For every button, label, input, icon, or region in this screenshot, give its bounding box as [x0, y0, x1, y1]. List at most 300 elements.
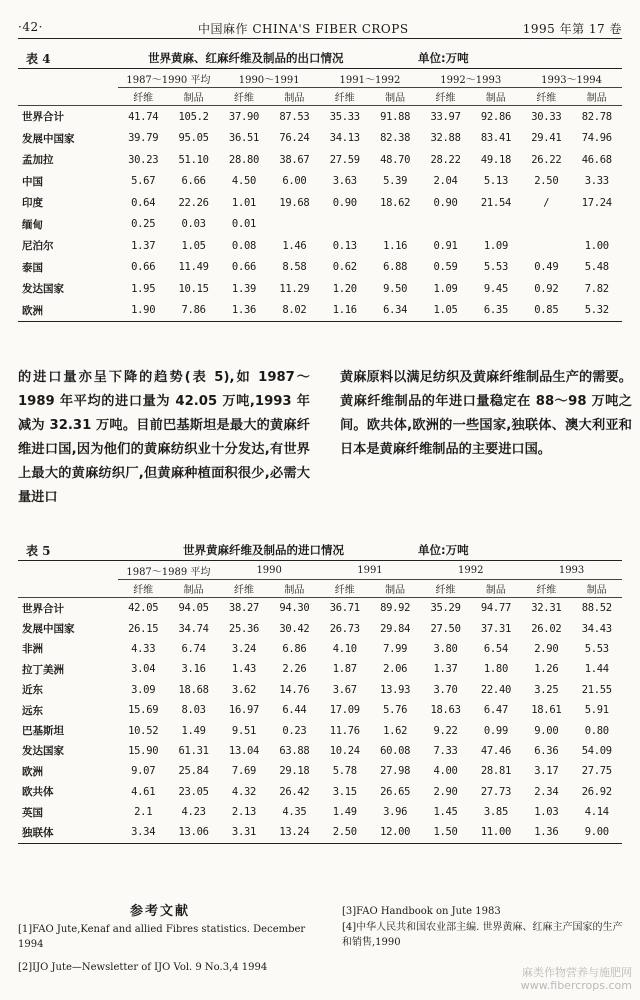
table-row — [18, 106, 622, 128]
table-cell: 60.08 — [380, 744, 411, 757]
table-cell: 5.78 — [332, 765, 357, 778]
table-cell: 27.75 — [581, 765, 612, 778]
table-cell: 9.51 — [231, 724, 257, 737]
column-subheader: 制品 — [269, 88, 319, 106]
table-cell: 26.22 — [531, 153, 562, 166]
table-cell: 82.78 — [581, 110, 612, 123]
table-cell: 15.69 — [128, 704, 159, 717]
table-row — [18, 802, 622, 822]
table-cell: 5.53 — [584, 642, 609, 655]
period-header: 1991 — [320, 561, 421, 580]
column-subheader: 制品 — [370, 580, 420, 598]
table-cell: 4.10 — [332, 642, 357, 655]
table-cell: 7.82 — [584, 282, 609, 295]
period-header: 1987～1989 平均 — [118, 561, 219, 580]
table-cell: 12.00 — [380, 826, 411, 839]
column-subheader: 制品 — [471, 580, 521, 598]
table-cell: 76.24 — [279, 132, 310, 145]
table-cell: 0.85 — [534, 304, 559, 317]
table-5-corner-sub — [18, 580, 118, 598]
table-cell: 4.50 — [231, 175, 257, 188]
table-cell — [572, 214, 622, 236]
table-cell: 3.80 — [433, 642, 458, 655]
table-5-title: 世界黄麻纤维及制品的进口情况 — [183, 543, 344, 557]
period-header: 1990 — [219, 561, 320, 580]
table-cell: 6.35 — [483, 304, 508, 317]
table-cell: 1.95 — [131, 282, 156, 295]
table-cell — [521, 214, 571, 236]
table-cell: 46.68 — [581, 153, 612, 166]
table-cell: 6.44 — [282, 704, 307, 717]
table-cell: 9.00 — [534, 724, 559, 737]
table-cell: 0.64 — [131, 196, 156, 209]
table-cell: 5.48 — [584, 261, 609, 274]
table-cell: 0.23 — [282, 724, 307, 737]
table-cell: 4.32 — [231, 785, 257, 798]
table-cell: 10.15 — [178, 282, 209, 295]
table-cell: 0.08 — [231, 239, 257, 252]
table-cell: 3.09 — [131, 683, 156, 696]
table-cell: 23.05 — [178, 785, 209, 798]
row-label: 中国 — [22, 175, 43, 188]
table-cell: 9.50 — [383, 282, 408, 295]
table-cell: 3.24 — [231, 642, 257, 655]
table-cell: 35.33 — [329, 110, 360, 123]
table-cell: 26.02 — [531, 622, 562, 635]
table-cell: / — [543, 196, 550, 209]
table-cell: 4.00 — [433, 765, 458, 778]
table-cell: 29.84 — [380, 622, 411, 635]
table-cell: 1.16 — [383, 239, 408, 252]
table-cell: 7.86 — [181, 304, 206, 317]
table-cell: 1.37 — [433, 663, 458, 676]
table-row — [18, 639, 622, 659]
table-row — [18, 782, 622, 802]
column-subheader: 制品 — [370, 88, 420, 106]
table-4-body — [18, 106, 622, 322]
table-row — [18, 192, 622, 214]
table-cell: 0.59 — [433, 261, 458, 274]
table-cell: 0.92 — [534, 282, 559, 295]
table-cell: 32.31 — [531, 602, 562, 615]
running-header — [18, 18, 622, 38]
table-cell: 0.66 — [131, 261, 156, 274]
table-4-caption — [18, 48, 622, 68]
table-cell: 1.01 — [231, 196, 257, 209]
row-label: 拉丁美洲 — [22, 663, 64, 676]
table-cell: 11.49 — [178, 261, 209, 274]
table-cell: 2.50 — [534, 175, 559, 188]
table-cell: 0.80 — [584, 724, 609, 737]
period-header: 1993～1994 — [521, 69, 622, 88]
table-cell — [320, 214, 370, 236]
table-cell: 87.53 — [279, 110, 310, 123]
table-cell: 15.90 — [128, 744, 159, 757]
table-cell: 1.36 — [231, 304, 257, 317]
table-cell: 0.25 — [131, 218, 156, 231]
table-cell: 28.80 — [228, 153, 260, 166]
table-cell: 3.67 — [332, 683, 357, 696]
table-5-period-row — [18, 561, 622, 580]
table-cell: 2.90 — [433, 785, 458, 798]
table-cell: 0.03 — [181, 218, 206, 231]
row-label: 非洲 — [22, 643, 43, 656]
table-cell: 13.24 — [279, 826, 310, 839]
table-cell: 26.73 — [329, 622, 360, 635]
table-cell: 2.1 — [134, 806, 153, 819]
table-cell: 95.05 — [178, 132, 209, 145]
table-cell: 13.04 — [228, 744, 260, 757]
table-5-caption — [18, 540, 622, 560]
table-cell: 1.43 — [231, 663, 257, 676]
table-cell — [269, 214, 319, 236]
watermark-line-1: 麻类作物营养与施肥网 — [522, 966, 632, 979]
table-4 — [18, 48, 622, 322]
table-cell: 1.80 — [483, 663, 508, 676]
table-cell: 1.39 — [231, 282, 257, 295]
table-cell: 6.54 — [483, 642, 508, 655]
row-label: 独联体 — [22, 826, 54, 839]
table-row — [18, 680, 622, 700]
table-4-subheader-row — [18, 88, 622, 106]
table-row — [18, 598, 622, 619]
table-5 — [18, 540, 622, 844]
table-cell: 92.86 — [480, 110, 511, 123]
table-cell: 27.98 — [380, 765, 411, 778]
table-cell: 94.77 — [480, 602, 511, 615]
page-number: ·42· — [18, 20, 43, 34]
table-cell: 6.88 — [383, 261, 408, 274]
table-cell: 3.85 — [483, 806, 508, 819]
table-cell: 38.67 — [279, 153, 310, 166]
table-cell: 6.36 — [534, 744, 559, 757]
table-cell: 1.09 — [483, 239, 508, 252]
table-cell: 8.02 — [282, 304, 307, 317]
table-cell: 26.65 — [380, 785, 411, 798]
table-cell: 9.45 — [483, 282, 508, 295]
watermark — [521, 966, 632, 992]
table-cell: 17.24 — [581, 196, 612, 209]
row-label: 发展中国家 — [22, 132, 75, 145]
table-cell: 3.31 — [231, 826, 257, 839]
table-cell: 27.50 — [430, 622, 461, 635]
table-cell: 3.25 — [534, 683, 559, 696]
table-cell: 3.63 — [332, 175, 357, 188]
row-label: 欧共体 — [22, 786, 54, 799]
row-label: 世界合计 — [22, 602, 64, 615]
table-row — [18, 761, 622, 781]
table-4-grid — [18, 68, 622, 322]
table-4-label: 表 4 — [26, 52, 51, 66]
table-cell: 3.17 — [534, 765, 559, 778]
table-cell: 94.30 — [279, 602, 310, 615]
table-cell: 25.36 — [228, 622, 260, 635]
table-cell: 2.06 — [383, 663, 408, 676]
table-cell: 2.50 — [332, 826, 357, 839]
table-cell — [471, 214, 521, 236]
table-cell: 28.81 — [480, 765, 511, 778]
column-subheader: 纤维 — [320, 580, 370, 598]
column-subheader: 制品 — [471, 88, 521, 106]
table-cell: 30.23 — [128, 153, 159, 166]
table-cell: 27.73 — [480, 785, 511, 798]
table-row — [18, 235, 622, 257]
table-cell: 49.18 — [480, 153, 511, 166]
table-cell: 26.92 — [581, 785, 612, 798]
table-row — [18, 700, 622, 720]
column-subheader: 纤维 — [320, 88, 370, 106]
table-cell: 9.22 — [433, 724, 458, 737]
table-cell: 26.15 — [128, 622, 159, 635]
row-label: 发达国家 — [22, 283, 64, 296]
table-cell: 4.23 — [181, 806, 206, 819]
table-5-corner — [18, 561, 118, 580]
table-row — [18, 822, 622, 843]
table-cell: 1.90 — [131, 304, 156, 317]
table-cell: 9.07 — [131, 765, 156, 778]
table-cell: 61.31 — [178, 744, 209, 757]
table-cell: 7.69 — [231, 765, 257, 778]
row-label: 欧洲 — [22, 765, 43, 778]
table-cell: 18.63 — [430, 704, 461, 717]
table-cell: 83.41 — [480, 132, 511, 145]
table-cell: 1.16 — [332, 304, 357, 317]
column-subheader: 制品 — [269, 580, 319, 598]
table-cell: 37.90 — [228, 110, 260, 123]
table-cell: 5.67 — [131, 175, 156, 188]
table-cell: 105.2 — [178, 110, 209, 123]
table-4-corner — [18, 69, 118, 88]
table-cell: 1.45 — [433, 806, 458, 819]
table-cell: 91.88 — [380, 110, 411, 123]
table-5-unit: 单位:万吨 — [418, 543, 469, 557]
column-subheader: 纤维 — [420, 580, 470, 598]
table-cell: 1.26 — [534, 663, 559, 676]
table-cell: 0.90 — [332, 196, 357, 209]
table-cell: 0.01 — [231, 218, 257, 231]
period-header: 1992～1993 — [420, 69, 521, 88]
column-subheader: 纤维 — [219, 580, 269, 598]
body-column-right — [340, 366, 632, 462]
table-cell: 6.00 — [282, 175, 307, 188]
table-cell: 11.76 — [329, 724, 360, 737]
column-subheader: 纤维 — [521, 88, 571, 106]
table-cell: 3.70 — [433, 683, 458, 696]
table-cell: 1.05 — [181, 239, 206, 252]
table-cell: 29.18 — [279, 765, 310, 778]
table-cell: 37.31 — [480, 622, 511, 635]
table-cell: 5.32 — [584, 304, 609, 317]
table-cell: 3.96 — [383, 806, 408, 819]
reference-item: [3]FAO Handbook on Jute 1983 — [342, 906, 501, 917]
row-label: 巴基斯坦 — [22, 725, 64, 738]
period-header: 1993 — [521, 561, 622, 580]
table-cell: 1.49 — [332, 806, 357, 819]
table-cell: 7.99 — [383, 642, 408, 655]
table-cell: 1.46 — [282, 239, 307, 252]
table-cell: 2.13 — [231, 806, 257, 819]
table-cell: 89.92 — [380, 602, 411, 615]
table-cell: 5.39 — [383, 175, 408, 188]
table-cell: 1.50 — [433, 826, 458, 839]
table-cell: 21.54 — [480, 196, 511, 209]
body-column-left — [18, 366, 310, 510]
table-cell: 6.47 — [483, 704, 508, 717]
table-cell — [420, 214, 470, 236]
table-cell: 30.33 — [531, 110, 562, 123]
table-cell: 6.34 — [383, 304, 408, 317]
table-cell: 22.40 — [480, 683, 511, 696]
table-cell: 22.26 — [178, 196, 209, 209]
table-cell: 0.91 — [433, 239, 458, 252]
table-cell: 11.00 — [480, 826, 511, 839]
table-cell: 0.62 — [332, 261, 357, 274]
row-label: 发展中国家 — [22, 623, 75, 636]
table-cell: 2.26 — [282, 663, 307, 676]
table-cell: 8.58 — [282, 261, 307, 274]
table-cell: 74.96 — [581, 132, 612, 145]
table-cell: 32.88 — [430, 132, 461, 145]
table-cell: 3.04 — [131, 663, 156, 676]
table-4-title: 世界黄麻、红麻纤维及制品的出口情况 — [148, 51, 344, 65]
row-label: 近东 — [22, 684, 43, 697]
table-cell: 0.90 — [433, 196, 458, 209]
table-cell: 54.09 — [581, 744, 612, 757]
table-cell: 4.33 — [131, 642, 156, 655]
table-cell: 2.04 — [433, 175, 458, 188]
header-rule — [18, 38, 622, 39]
issue-info: 1995 年第 17 卷 — [522, 22, 622, 36]
column-subheader: 制品 — [168, 580, 218, 598]
table-cell: 5.13 — [483, 175, 508, 188]
table-cell: 11.29 — [279, 282, 310, 295]
table-cell: 6.66 — [181, 175, 206, 188]
table-cell: 39.79 — [128, 132, 159, 145]
table-cell: 1.03 — [534, 806, 559, 819]
table-cell: 2.90 — [534, 642, 559, 655]
row-label: 孟加拉 — [22, 154, 54, 167]
table-cell: 1.20 — [332, 282, 357, 295]
table-cell — [521, 235, 571, 257]
column-subheader: 制品 — [168, 88, 218, 106]
table-4-unit: 单位:万吨 — [418, 51, 469, 65]
column-subheader: 纤维 — [521, 580, 571, 598]
row-label: 发达国家 — [22, 745, 64, 758]
table-cell: 35.29 — [430, 602, 461, 615]
table-row — [18, 214, 622, 236]
table-cell: 8.03 — [181, 704, 206, 717]
table-cell: 5.76 — [383, 704, 408, 717]
table-row — [18, 741, 622, 761]
table-cell: 36.71 — [329, 602, 360, 615]
table-cell: 1.09 — [433, 282, 458, 295]
body-paragraph-right: 黄麻原料以满足纺织及黄麻纤维制品生产的需要。黄麻纤维制品的年进口量稳定在 88～98 万吨之间。欧共体,欧洲的一些国家,独联体、澳大利亚和日本是黄麻纤维制品的主要进口国。 — [340, 370, 632, 457]
table-cell: 26.42 — [279, 785, 310, 798]
table-cell: 18.62 — [380, 196, 411, 209]
row-label: 泰国 — [22, 261, 43, 274]
table-cell: 1.87 — [332, 663, 357, 676]
table-cell: 0.99 — [483, 724, 508, 737]
table-cell: 82.38 — [380, 132, 411, 145]
table-cell: 1.37 — [131, 239, 156, 252]
table-cell: 29.41 — [531, 132, 562, 145]
table-cell: 0.66 — [231, 261, 257, 274]
table-cell: 3.33 — [584, 175, 609, 188]
row-label: 世界合计 — [22, 111, 64, 124]
table-cell: 1.36 — [534, 826, 559, 839]
table-row — [18, 659, 622, 679]
column-subheader: 纤维 — [118, 88, 168, 106]
table-cell: 1.05 — [433, 304, 458, 317]
table-cell: 1.49 — [181, 724, 206, 737]
table-cell: 51.10 — [178, 153, 209, 166]
table-cell: 4.35 — [282, 806, 307, 819]
table-cell: 3.16 — [181, 663, 206, 676]
table-cell: 4.61 — [131, 785, 156, 798]
row-label: 印度 — [22, 197, 43, 210]
table-cell: 1.62 — [383, 724, 408, 737]
table-cell: 18.61 — [531, 704, 562, 717]
table-cell: 47.46 — [480, 744, 511, 757]
table-4-corner-sub — [18, 88, 118, 106]
column-subheader: 纤维 — [118, 580, 168, 598]
table-row — [18, 149, 622, 171]
row-label: 欧洲 — [22, 304, 43, 317]
row-label: 尼泊尔 — [22, 240, 54, 253]
table-cell: 18.68 — [178, 683, 209, 696]
table-cell: 14.76 — [279, 683, 310, 696]
row-label: 缅甸 — [22, 218, 43, 231]
table-cell: 34.43 — [581, 622, 612, 635]
table-cell: 88.52 — [581, 602, 612, 615]
table-cell: 10.24 — [329, 744, 360, 757]
table-5-grid — [18, 560, 622, 844]
table-row — [18, 300, 622, 322]
table-cell: 3.15 — [332, 785, 357, 798]
body-paragraph-left: 的进口量亦呈下降的趋势(表 5),如 1987～1989 年平均的进口量为 42.05 万吨,1993 年减为 32.31 万吨。目前巴基斯坦是最大的黄麻纤维进口国,因为他们的黄麻纺织业十分发达,有世界上最大的黄麻纺织厂,但黄麻种植面积很少,必需大量进口 — [18, 370, 310, 505]
table-cell: 1.00 — [584, 239, 609, 252]
column-subheader: 纤维 — [420, 88, 470, 106]
table-cell: 33.97 — [430, 110, 461, 123]
table-cell: 34.13 — [329, 132, 360, 145]
column-subheader: 制品 — [572, 88, 622, 106]
table-cell: 2.34 — [534, 785, 559, 798]
table-row — [18, 720, 622, 740]
table-cell: 28.22 — [430, 153, 461, 166]
table-cell: 9.00 — [584, 826, 609, 839]
table-cell: 63.88 — [279, 744, 310, 757]
table-5-body — [18, 598, 622, 844]
table-row — [18, 171, 622, 193]
table-cell: 34.74 — [178, 622, 209, 635]
table-cell: 6.74 — [181, 642, 206, 655]
table-cell: 94.05 — [178, 602, 209, 615]
references-title: 参考文献 — [130, 904, 191, 919]
table-cell: 17.09 — [329, 704, 360, 717]
journal-title: 中国麻作 CHINA'S FIBER CROPS — [198, 22, 409, 36]
table-cell: 0.49 — [534, 261, 559, 274]
table-cell: 36.51 — [228, 132, 260, 145]
period-header: 1987～1990 平均 — [118, 69, 219, 88]
table-cell: 16.97 — [228, 704, 260, 717]
table-row — [18, 618, 622, 638]
table-cell: 27.59 — [329, 153, 360, 166]
table-cell: 48.70 — [380, 153, 411, 166]
reference-item: [1]FAO Jute,Kenaf and allied Fibres statistics. December 1994 — [18, 924, 306, 950]
table-cell: 5.53 — [483, 261, 508, 274]
watermark-line-2: www.fibercrops.com — [520, 979, 632, 992]
table-cell — [370, 214, 420, 236]
